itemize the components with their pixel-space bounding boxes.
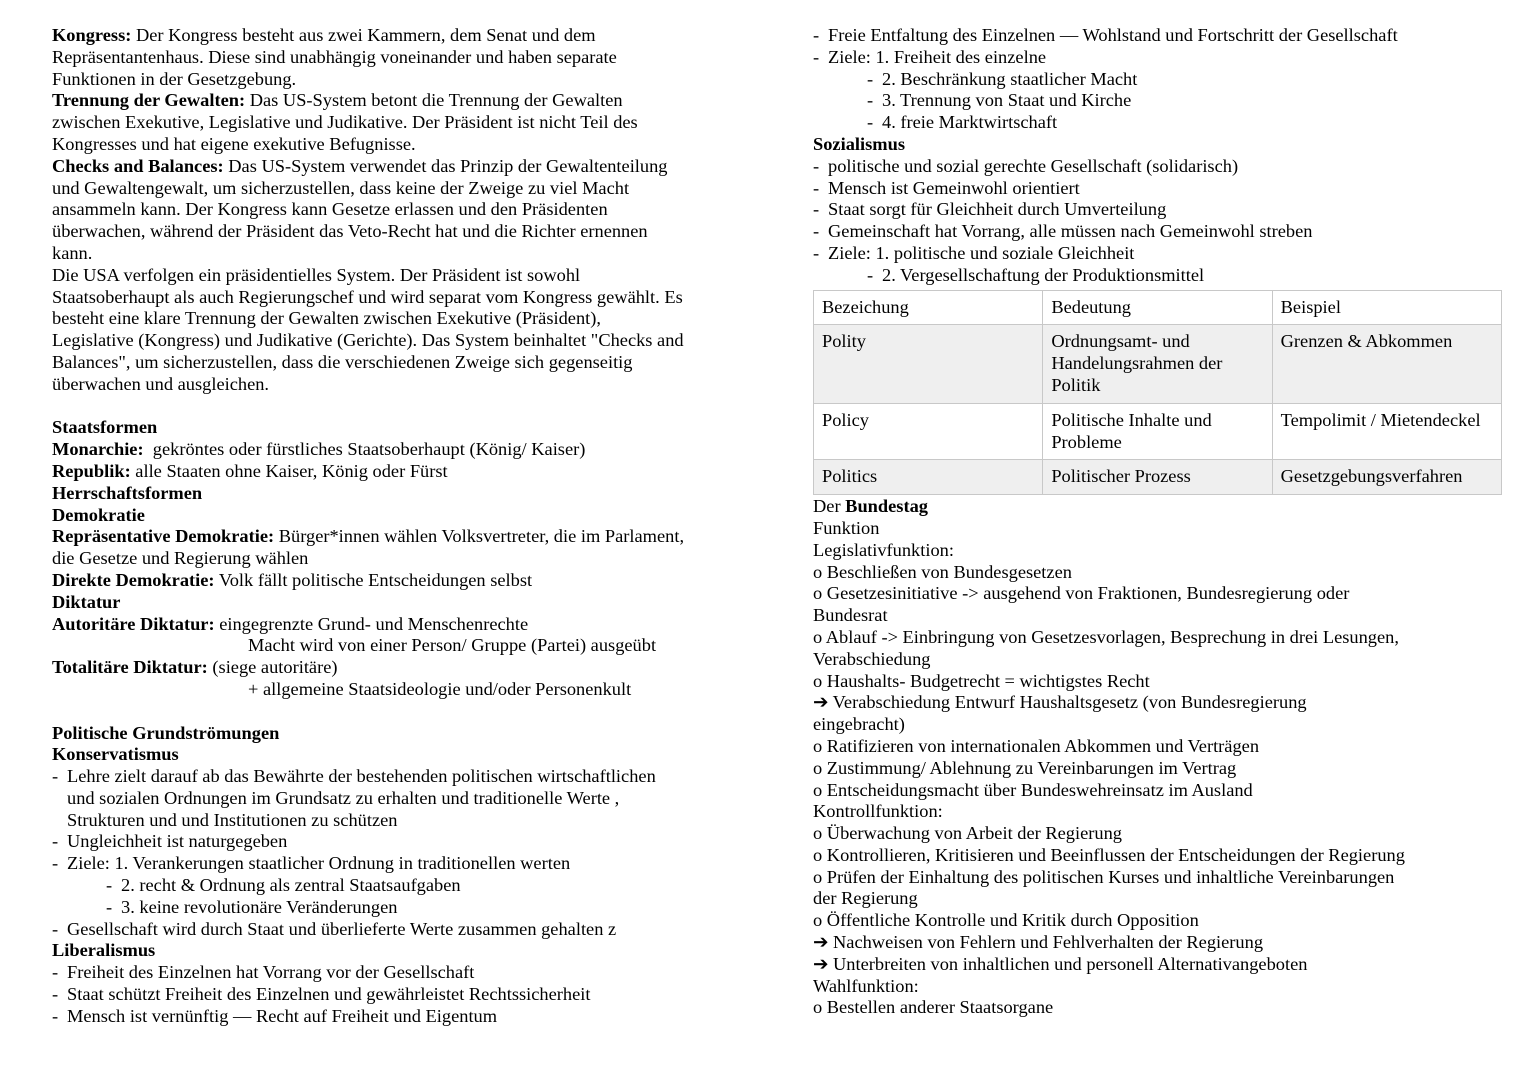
text-line: kann.	[52, 242, 93, 263]
spacer	[52, 396, 767, 418]
list-subitem: - 3. keine revolutionäre Veränderungen	[106, 896, 398, 917]
text-line: ➔ Unterbreiten von inhaltlichen und personell Alternativangeboten	[813, 953, 1308, 974]
table-cell: Ordnungsamt- und Handelungsrahmen der Politik	[1043, 325, 1272, 403]
grundstroemungen-heading: Politische Grundströmungen	[52, 722, 280, 743]
checks-paragraph: Checks and Balances: Das US-System verwendet das Prinzip der Gewaltenteilung	[52, 155, 668, 176]
herrschaft-heading: Herrschaftsformen	[52, 482, 203, 503]
polity-policy-politics-table	[813, 290, 1502, 496]
list-item: - Ziele: 1. Freiheit des einzelne	[813, 46, 1047, 67]
kongress-paragraph: Kongress: Der Kongress besteht aus zwei Kammern, dem Senat und dem	[52, 25, 596, 45]
text-line: Funktionen in der Gesetzgebung.	[52, 68, 297, 89]
table-row	[814, 325, 1502, 403]
text-line: ansammeln kann. Der Kongress kann Gesetze erlassen und den Präsidenten	[52, 199, 608, 220]
spacer	[52, 701, 767, 723]
table-row	[814, 403, 1502, 460]
table-cell: Gesetzgebungsverfahren	[1272, 460, 1501, 495]
list-item: - Freiheit des Einzelnen hat Vorrang vor der Gesellschaft	[52, 962, 475, 983]
text-line: die Gesetze und Regierung wählen	[52, 548, 309, 569]
text-line: Legislativfunktion:	[813, 539, 954, 560]
text-line: ➔ Verabschiedung Entwurf Haushaltsgesetz (von Bundesregierung	[813, 692, 1307, 713]
list-item: - Mensch ist vernünftig — Recht auf Freiheit und Eigentum	[52, 1005, 498, 1026]
trennung-label: Trennung der Gewalten:	[52, 90, 246, 111]
bundestag-heading: Der Bundestag	[813, 496, 928, 517]
list-subitem: - 3. Trennung von Staat und Kirche	[867, 90, 1132, 111]
text-line: Bundesrat	[813, 605, 888, 626]
left-column	[52, 25, 767, 1028]
list-item: - Freie Entfaltung des Einzelnen — Wohlstand und Fortschritt der Gesellschaft	[813, 25, 1398, 45]
list-item: - Staat schützt Freiheit des Einzelnen und gewährleistet Rechtssicherheit	[52, 984, 591, 1005]
table-cell: Polity	[814, 325, 1043, 403]
sozialismus-heading: Sozialismus	[813, 133, 905, 154]
list-item-cont: Strukturen und und Institutionen zu schützen	[67, 809, 398, 830]
repraesentative-line: Repräsentative Demokratie: Bürger*innen wählen Volksvertreter, die im Parlament,	[52, 526, 685, 547]
text-line: o Ratifizieren von internationalen Abkommen und Verträgen	[813, 735, 1260, 756]
text-line: Kongresses und hat eigene exekutive Befugnisse.	[52, 133, 416, 154]
list-subitem: - 2. recht & Ordnung als zentral Staatsaufgaben	[106, 875, 461, 896]
list-subitem: - 2. Vergesellschaftung der Produktionsmittel	[867, 264, 1205, 285]
list-item-cont: und sozialen Ordnungen im Grundsatz zu erhalten und traditionelle Werte ,	[67, 787, 620, 808]
bundestag-section	[813, 518, 1513, 1019]
text-line: der Regierung	[813, 888, 918, 909]
konservatismus-heading: Konservatismus	[52, 744, 179, 765]
table-row	[814, 460, 1502, 495]
list-item: - Gesellschaft wird durch Staat und überlieferte Werte zusammen gehalten z	[52, 918, 617, 939]
kongress-label: Kongress:	[52, 25, 132, 45]
text-line: Macht wird von einer Person/ Gruppe (Partei) ausgeübt	[248, 635, 657, 656]
table-header-row	[814, 290, 1502, 325]
table-header-cell: Bedeutung	[1043, 290, 1272, 325]
text-line: o Kontrollieren, Kritisieren und Beeinflussen der Entscheidungen der Regierung	[813, 844, 1405, 865]
list-item: - Staat sorgt für Gleichheit durch Umverteilung	[813, 199, 1167, 220]
demokratie-heading: Demokratie	[52, 504, 145, 525]
table-cell: Grenzen & Abkommen	[1272, 325, 1501, 403]
text-line: Legislative (Kongress) und Judikative (Gerichte). Das System beinhaltet "Checks and	[52, 330, 684, 351]
list-item: - Gemeinschaft hat Vorrang, alle müssen nach Gemeinwohl streben	[813, 221, 1313, 242]
list-item: - Lehre zielt darauf ab das Bewährte der bestehenden politischen wirtschaftlichen	[52, 766, 656, 787]
text-line: eingebracht)	[813, 714, 905, 735]
liberalismus-heading: Liberalismus	[52, 940, 156, 961]
text-line: o Zustimmung/ Ablehnung zu Vereinbarungen im Vertrag	[813, 757, 1237, 778]
text-line: o Ablauf -> Einbringung von Gesetzesvorlagen, Besprechung in drei Lesungen,	[813, 626, 1399, 647]
text-line: Repräsentantenhaus. Diese sind unabhängig voneinander und haben separate	[52, 46, 617, 67]
text-line: zwischen Exekutive, Legislative und Judikative. Der Präsident ist nicht Teil des	[52, 112, 638, 133]
text-line: überwachen und ausgleichen.	[52, 373, 270, 394]
text-line: Wahlfunktion:	[813, 975, 919, 996]
checks-label: Checks and Balances:	[52, 155, 224, 176]
text-line: o Öffentliche Kontrolle und Kritik durch Opposition	[813, 910, 1199, 931]
totalitaere-line: Totalitäre Diktatur: (siege autoritäre)	[52, 657, 338, 678]
list-subitem: - 2. Beschränkung staatlicher Macht	[867, 68, 1138, 89]
right-column	[813, 25, 1513, 1019]
table-header-cell: Beispiel	[1272, 290, 1501, 325]
text-line: Funktion	[813, 517, 880, 538]
table-cell: Politische Inhalte und Probleme	[1043, 403, 1272, 460]
text-line: + allgemeine Staatsideologie und/oder Personenkult	[248, 678, 632, 699]
list-item: - Ziele: 1. Verankerungen staatlicher Ordnung in traditionellen werten	[52, 853, 571, 874]
table-header-cell: Bezeichung	[814, 290, 1043, 325]
text-line: ➔ Nachweisen von Fehlern und Fehlverhalten der Regierung	[813, 932, 1264, 953]
text-line: Kontrollfunktion:	[813, 801, 943, 822]
text-line: Staatsoberhaupt als auch Regierungschef und wird separat vom Kongress gewählt. Es	[52, 286, 683, 307]
text-line: Balances", um sicherzustellen, dass die verschiedenen Zweige sich gegenseitig	[52, 351, 633, 372]
autoritaere-line: Autoritäre Diktatur: eingegrenzte Grund- und Menschenrechte	[52, 613, 529, 634]
text-line: o Haushalts- Budgetrecht = wichtigstes Recht	[813, 670, 1150, 691]
republik-line: Republik: alle Staaten ohne Kaiser, König oder Fürst	[52, 460, 448, 481]
text-line: Die USA verfolgen ein präsidentielles System. Der Präsident ist sowohl	[52, 264, 581, 285]
list-item: - Ungleichheit ist naturgegeben	[52, 831, 288, 852]
text-line: o Beschließen von Bundesgesetzen	[813, 561, 1072, 582]
list-subitem: - 4. freie Marktwirtschaft	[867, 112, 1058, 133]
table-cell: Policy	[814, 403, 1043, 460]
list-item: - Ziele: 1. politische und soziale Gleichheit	[813, 242, 1135, 263]
text-line: o Gesetzesinitiative -> ausgehend von Fraktionen, Bundesregierung oder	[813, 583, 1350, 604]
list-item: - Mensch ist Gemeinwohl orientiert	[813, 177, 1080, 198]
text-line: besteht eine klare Trennung der Gewalten zwischen Exekutive (Präsident),	[52, 308, 601, 329]
text-line: o Entscheidungsmacht über Bundeswehreinsatz im Ausland	[813, 779, 1253, 800]
text-line: o Bestellen anderer Staatsorgane	[813, 997, 1054, 1018]
text-line: o Überwachung von Arbeit der Regierung	[813, 823, 1122, 844]
text-line: und Gewaltengewalt, um sicherzustellen, dass keine der Zweige zu viel Macht	[52, 177, 630, 198]
diktatur-heading: Diktatur	[52, 591, 121, 612]
direkte-line: Direkte Demokratie: Volk fällt politische Entscheidungen selbst	[52, 569, 533, 590]
staatsformen-heading: Staatsformen	[52, 417, 158, 438]
text-line: überwachen, während der Präsident das Veto-Recht hat und die Richter ernennen	[52, 221, 648, 242]
monarchie-line: Monarchie: gekröntes oder fürstliches Staatsoberhaupt (König/ Kaiser)	[52, 439, 586, 460]
list-item: - politische und sozial gerechte Gesellschaft (solidarisch)	[813, 155, 1239, 176]
table-cell: Politics	[814, 460, 1043, 495]
text-line: o Prüfen der Einhaltung des politischen Kurses und inhaltliche Vereinbarungen	[813, 866, 1395, 887]
table-cell: Tempolimit / Mietendeckel	[1272, 403, 1501, 460]
text-line: Verabschiedung	[813, 648, 931, 669]
trennung-paragraph: Trennung der Gewalten: Das US-System betont die Trennung der Gewalten	[52, 90, 623, 111]
table-cell: Politischer Prozess	[1043, 460, 1272, 495]
